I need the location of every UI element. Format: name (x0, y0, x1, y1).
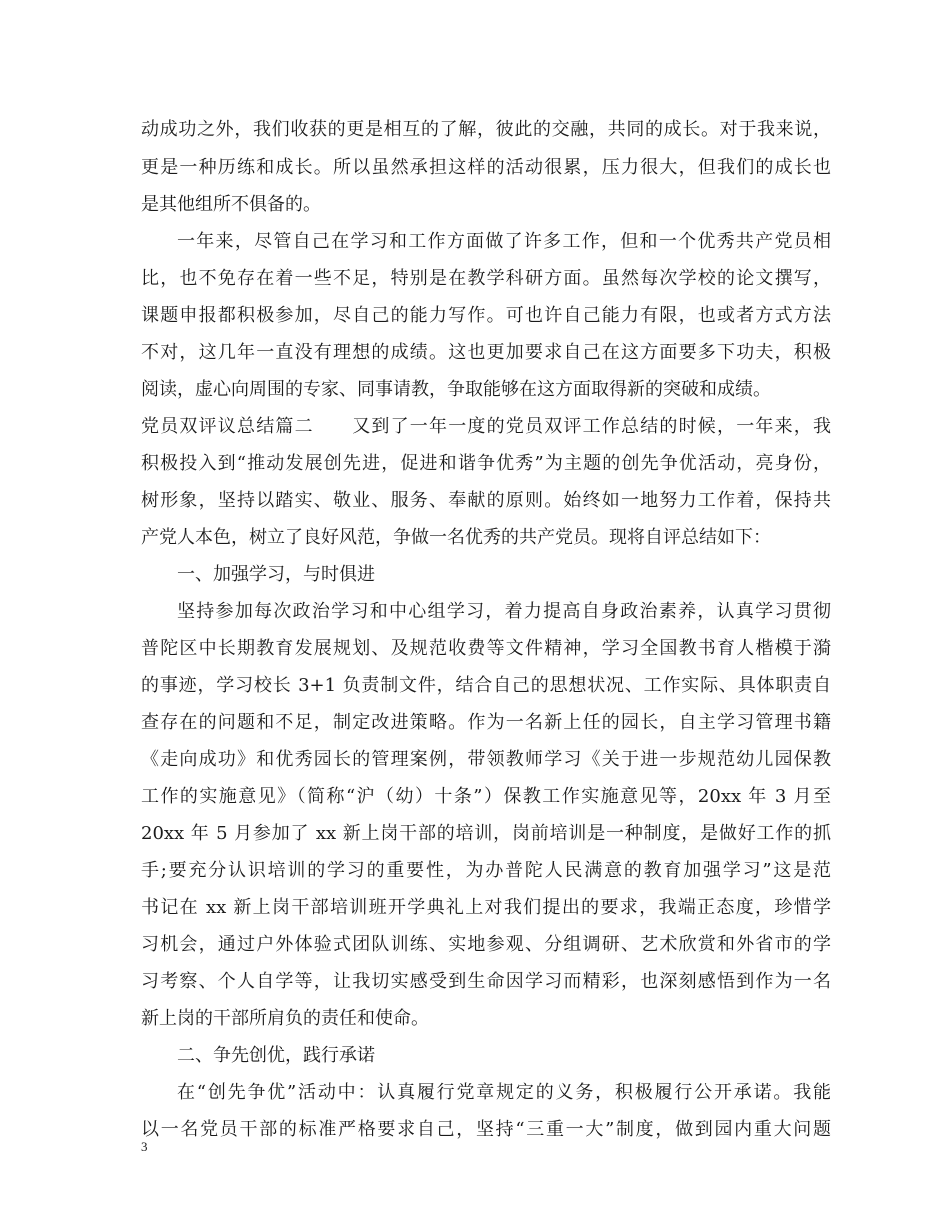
text-line: 20xx 年 5 月参加了 xx 新上岗干部的培训，岗前培训是一种制度，是做好工作的抓 (141, 823, 831, 844)
text-line: 手;要充分认识培训的学习的重要性，为办普陀人民满意的教育加强学习”这是范 (141, 860, 831, 881)
text-line: 动成功之外，我们收获的更是相互的了解，彼此的交融，共同的成长。对于我来说， (141, 119, 831, 140)
text-line: 不对，这几年一直没有理想的成绩。这也更加要求自己在这方面要多下功夫，积极 (141, 342, 831, 363)
text-line: 新上岗的干部所肩负的责任和使命。 (141, 1008, 429, 1029)
text-line: 书记在 xx 新上岗干部培训班开学典礼上对我们提出的要求，我端正态度，珍惜学 (141, 897, 831, 918)
text-line: 产党人本色，树立了良好风范，争做一名优秀的共产党员。现将自评总结如下： (141, 527, 771, 548)
paragraph-first-line: 一年来，尽管自己在学习和工作方面做了许多工作，但和一个优秀共产党员相 (177, 231, 831, 252)
text-line: 阅读，虚心向周围的专家、同事请教，争取能够在这方面取得新的突破和成绩。 (141, 379, 771, 400)
text-line: 习机会，通过户外体验式团队训练、实地参观、分组调研、艺术欣赏和外省市的学 (141, 934, 831, 955)
text-line: 工作的实施意见》（简称“沪（幼）十条”）保教工作实施意见等，20xx 年 3 月至 (141, 786, 831, 807)
text-line: 查存在的问题和不足，制定改进策略。作为一名新上任的园长，自主学习管理书籍 (141, 712, 831, 733)
paragraph-first-line: 在“创先争优”活动中：认真履行党章规定的义务，积极履行公开承诺。我能 (177, 1082, 831, 1103)
heading-two: 二、争先创优，践行承诺 (177, 1045, 375, 1066)
text-line: 比，也不免存在着一些不足，特别是在教学科研方面。虽然每次学校的论文撰写， (141, 268, 831, 289)
text-line: 更是一种历练和成长。所以虽然承担这样的活动很累，压力很大，但我们的成长也 (141, 157, 831, 178)
text-line: 的事迹，学习校长 3+1 负责制文件，结合自己的思想状况、工作实际、具体职责自 (141, 675, 831, 696)
text-line: 《走向成功》和优秀园长的管理案例，带领教师学习《关于进一步规范幼儿园保教 (141, 749, 831, 770)
text-line: 树形象，坚持以踏实、敬业、服务、奉献的原则。始终如一地努力工作着，保持共 (141, 490, 831, 511)
heading-one: 一、加强学习，与时俱进 (177, 564, 375, 585)
text-line: 课题申报都积极参加，尽自己的能力写作。可也许自己能力有限，也或者方式方法 (141, 305, 831, 326)
text-line: 积极投入到“推动发展创先进，促进和谐争优秀”为主题的创先争优活动，亮身份， (141, 453, 831, 474)
page-number: 3 (141, 1139, 148, 1154)
text-line: 是其他组所不俱备的。 (141, 194, 321, 215)
text-line: 以一名党员干部的标准严格要求自己，坚持“三重一大”制度，做到园内重大问题 (141, 1119, 831, 1140)
text-line: 普陀区中长期教育发展规划、及规范收费等文件精神，学习全国教书育人楷模于漪 (141, 638, 831, 659)
section-title-line: 党员双评议总结篇二 又到了一年一度的党员双评工作总结的时候，一年来，我 (141, 416, 831, 437)
paragraph-first-line: 坚持参加每次政治学习和中心组学习，着力提高自身政治素养，认真学习贯彻 (177, 601, 831, 622)
text-line: 习考察、个人自学等，让我切实感受到生命因学习而精彩，也深刻感悟到作为一名 (141, 971, 831, 992)
